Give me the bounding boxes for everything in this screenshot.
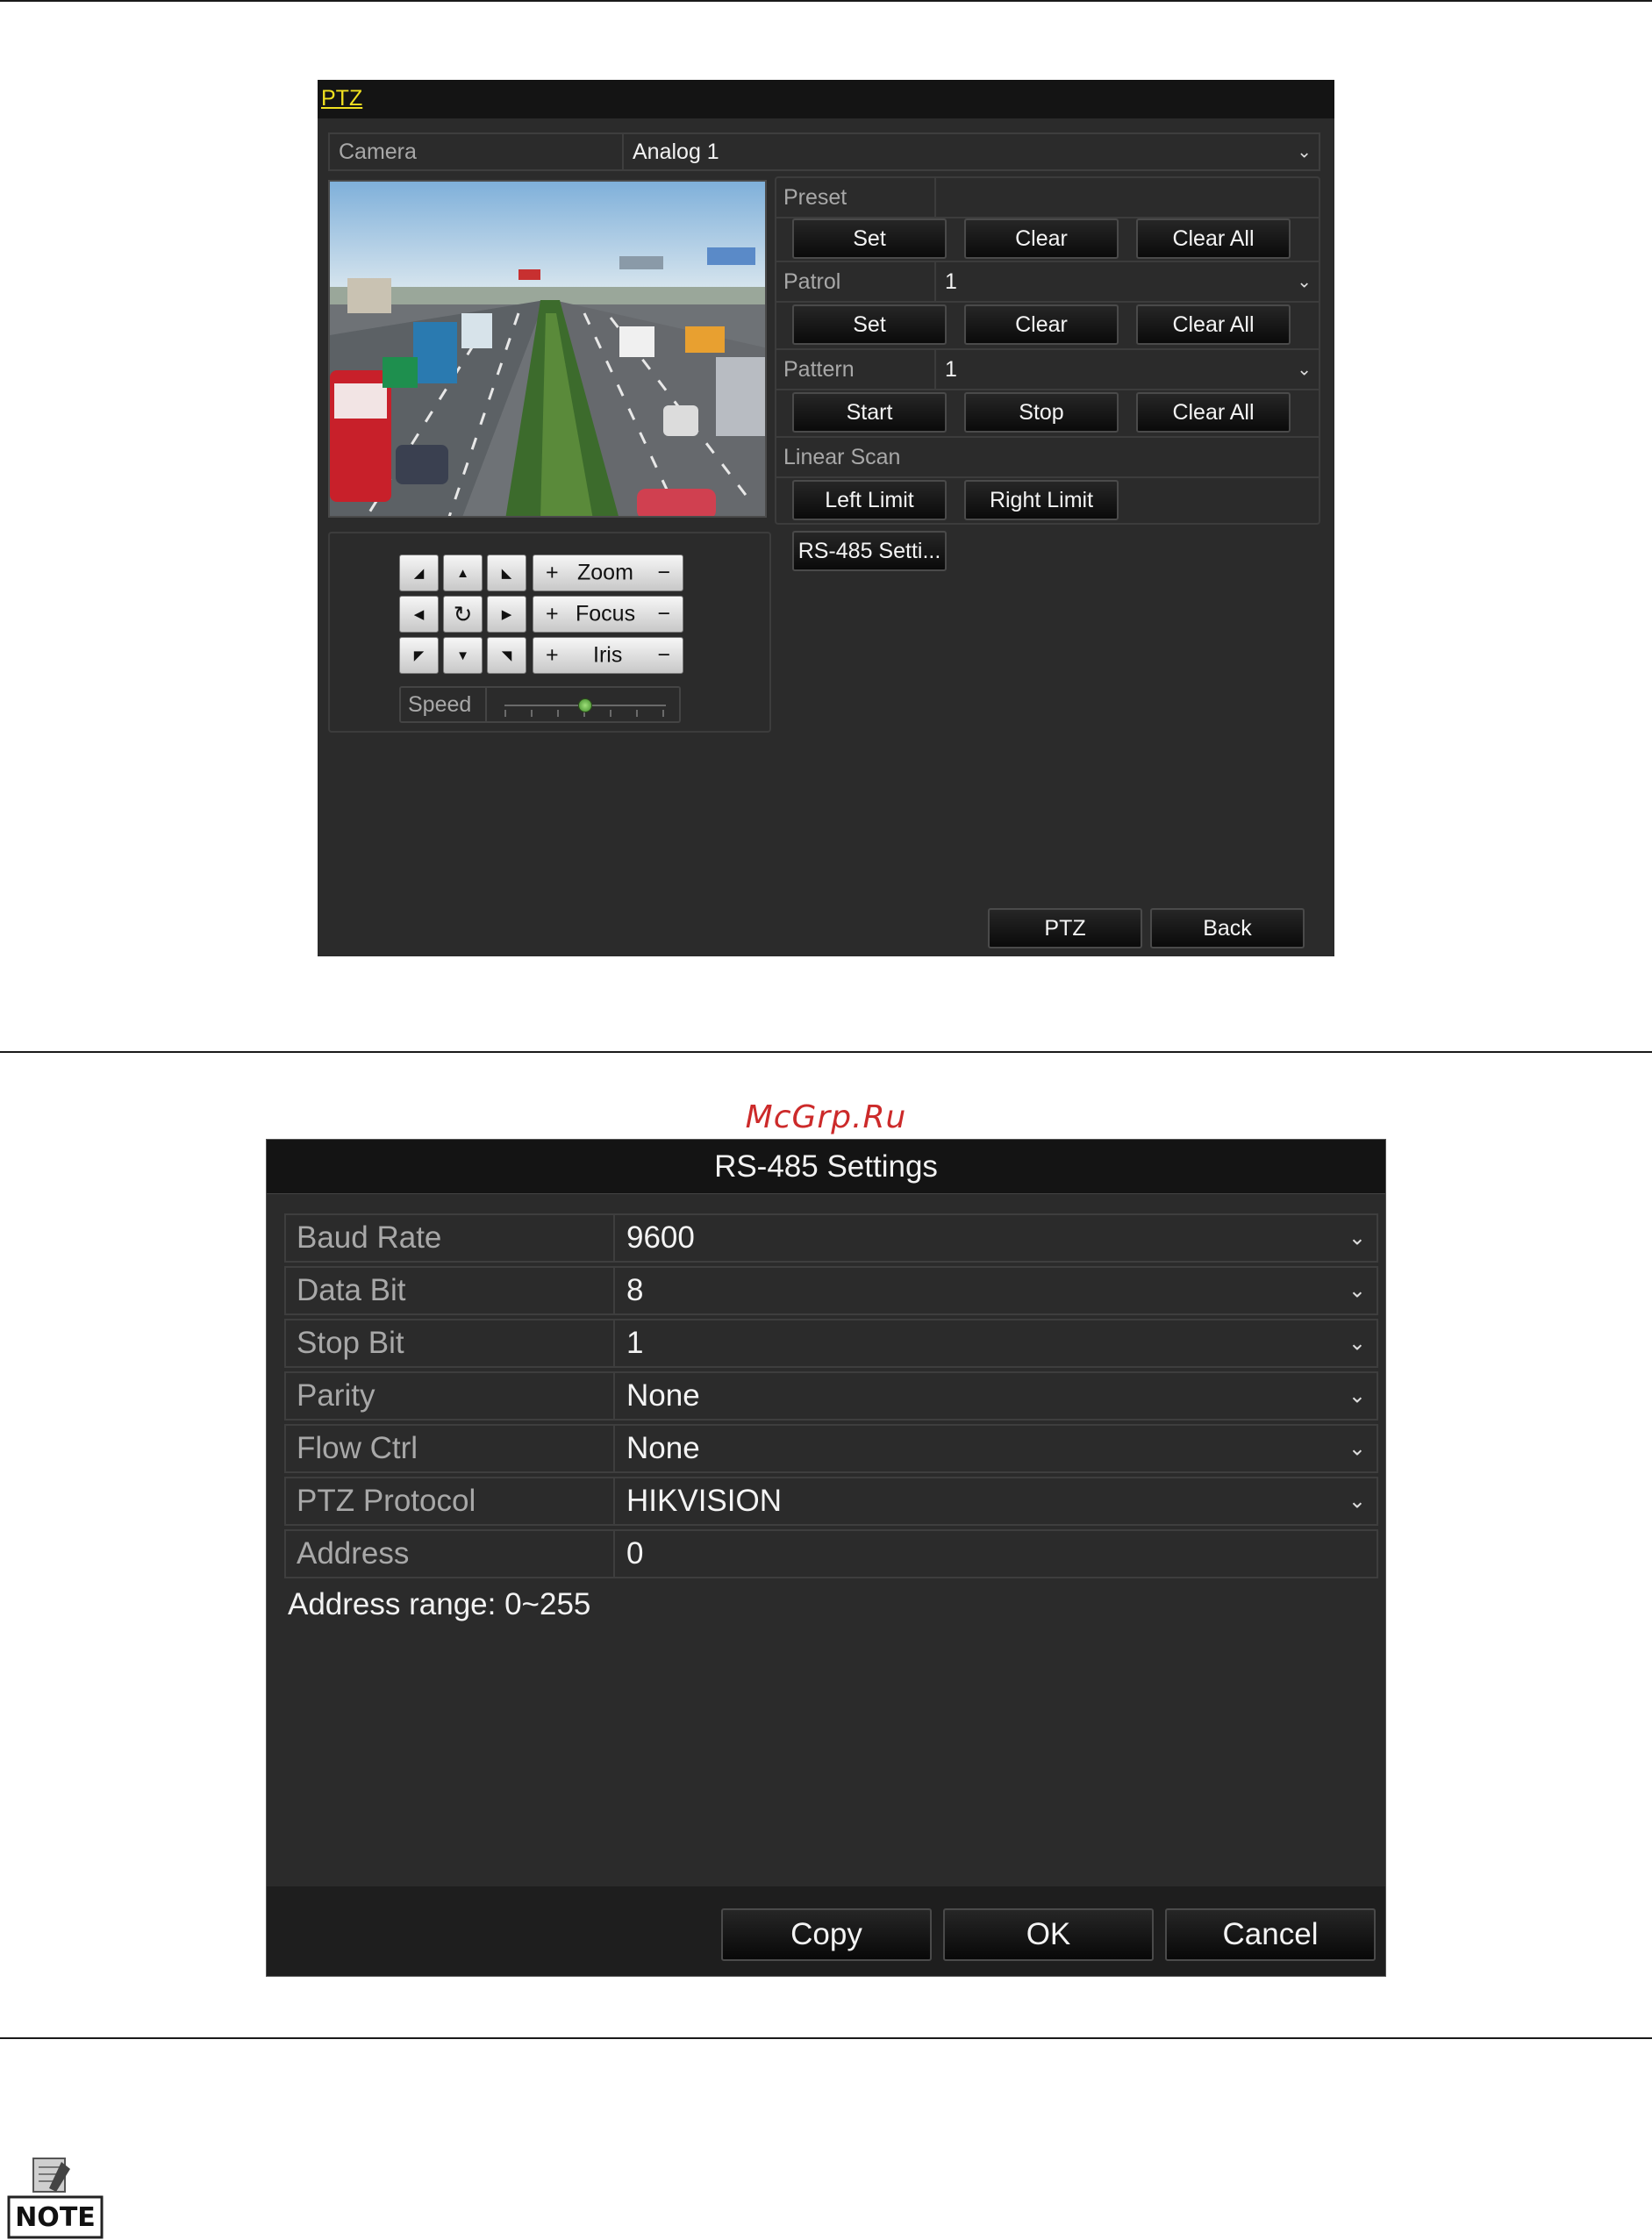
speed-thumb[interactable] — [578, 698, 592, 712]
rs485-footer — [267, 1886, 1385, 1976]
row-divider — [776, 389, 1319, 390]
patrol-set-button[interactable]: Set — [792, 304, 947, 345]
pattern-label: Pattern — [783, 356, 855, 382]
camera-preview — [328, 180, 767, 518]
focus-plus[interactable]: + — [546, 601, 559, 626]
highway-preview-image — [330, 182, 767, 518]
pan-up-left-button[interactable]: ◢ — [399, 555, 439, 591]
linear-scan-label: Linear Scan — [783, 444, 901, 469]
pan-down-left-button[interactable]: ◤ — [399, 637, 439, 674]
ptz-window — [318, 80, 1334, 956]
pan-up-right-button[interactable]: ◣ — [487, 555, 526, 591]
note-label: NOTE — [15, 2202, 96, 2233]
field-select-value[interactable]: 1 — [626, 1326, 644, 1360]
page-rule-bottom — [0, 2037, 1652, 2039]
preset-label: Preset — [783, 184, 847, 210]
ptz-button[interactable]: PTZ — [988, 908, 1142, 948]
rs485-row-data-bit[interactable] — [284, 1266, 1378, 1315]
patrol-select[interactable] — [934, 262, 1319, 301]
pattern-value[interactable]: 1 — [945, 356, 957, 382]
copy-button[interactable]: Copy — [721, 1908, 932, 1961]
chevron-down-icon[interactable]: ⌄ — [1348, 1436, 1366, 1461]
rs485-row-parity[interactable] — [284, 1371, 1378, 1421]
field-input-value[interactable]: 0 — [626, 1536, 644, 1571]
window-title: PTZ — [321, 86, 363, 111]
field-select-value[interactable]: 9600 — [626, 1220, 695, 1255]
cancel-button[interactable]: Cancel — [1165, 1908, 1376, 1961]
ptz-titlebar — [318, 80, 1334, 118]
focus-label: Focus — [576, 601, 636, 626]
chevron-down-icon[interactable]: ⌄ — [1348, 1331, 1366, 1356]
row-divider — [776, 476, 1319, 478]
pattern-start-button[interactable]: Start — [792, 392, 947, 433]
chevron-down-icon[interactable]: ⌄ — [1297, 272, 1312, 292]
iris-minus[interactable]: − — [657, 642, 670, 668]
ok-button[interactable]: OK — [943, 1908, 1154, 1961]
chevron-down-icon[interactable]: ⌄ — [1348, 1384, 1366, 1408]
rs485-row-stop-bit[interactable] — [284, 1319, 1378, 1368]
iris-plus[interactable]: + — [546, 642, 559, 668]
auto-scan-button[interactable]: ↻ — [443, 596, 483, 633]
row-divider — [776, 301, 1319, 303]
pan-down-button[interactable]: ▼ — [443, 637, 483, 674]
watermark-text: McGrp.Ru — [745, 1099, 907, 1135]
chevron-down-icon[interactable]: ⌄ — [1348, 1489, 1366, 1514]
field-label: Parity — [286, 1373, 615, 1419]
rs485-settings-button[interactable]: RS-485 Setti... — [792, 531, 947, 571]
zoom-minus[interactable]: − — [657, 560, 670, 585]
speed-divider — [485, 688, 487, 721]
field-select-value[interactable]: None — [626, 1431, 700, 1465]
field-select-value[interactable]: None — [626, 1378, 700, 1413]
field-label: Address — [286, 1531, 615, 1577]
note-icon — [7, 2157, 104, 2239]
rs485-row-address[interactable] — [284, 1529, 1378, 1578]
rs485-row-flow-ctrl[interactable] — [284, 1424, 1378, 1473]
pan-up-button[interactable]: ▲ — [443, 555, 483, 591]
page-rule-middle — [0, 1051, 1652, 1053]
right-limit-button[interactable]: Right Limit — [964, 480, 1119, 520]
chevron-down-icon[interactable]: ⌄ — [1297, 142, 1312, 162]
left-limit-button[interactable]: Left Limit — [792, 480, 947, 520]
pan-right-button[interactable]: ▶ — [487, 596, 526, 633]
address-range-hint: Address range: 0~255 — [288, 1587, 591, 1621]
back-button[interactable]: Back — [1150, 908, 1305, 948]
camera-value[interactable]: Analog 1 — [633, 139, 719, 164]
pan-down-right-button[interactable]: ◥ — [487, 637, 526, 674]
pattern-clear-all-button[interactable]: Clear All — [1136, 392, 1291, 433]
field-select-value[interactable]: HIKVISION — [626, 1484, 782, 1518]
iris-label: Iris — [593, 642, 623, 668]
zoom-control[interactable] — [533, 555, 683, 591]
preset-clear-button[interactable]: Clear — [964, 218, 1119, 259]
field-select-value[interactable]: 8 — [626, 1273, 644, 1307]
speed-slider[interactable] — [399, 686, 681, 723]
field-label: Data Bit — [286, 1268, 615, 1313]
chevron-down-icon[interactable]: ⌄ — [1348, 1278, 1366, 1303]
camera-label: Camera — [330, 134, 624, 169]
speed-label: Speed — [408, 691, 472, 717]
preset-set-button[interactable]: Set — [792, 218, 947, 259]
preset-clear-all-button[interactable]: Clear All — [1136, 218, 1291, 259]
focus-minus[interactable]: − — [657, 601, 670, 626]
patrol-label: Patrol — [783, 268, 841, 294]
camera-select-row[interactable] — [328, 132, 1320, 171]
field-label: Stop Bit — [286, 1320, 615, 1366]
chevron-down-icon[interactable]: ⌄ — [1348, 1226, 1366, 1250]
page-rule-top — [0, 0, 1652, 2]
chevron-down-icon[interactable]: ⌄ — [1297, 360, 1312, 380]
patrol-clear-button[interactable]: Clear — [964, 304, 1119, 345]
focus-control[interactable] — [533, 596, 683, 633]
field-label: Flow Ctrl — [286, 1426, 615, 1471]
patrol-clear-all-button[interactable]: Clear All — [1136, 304, 1291, 345]
rs485-settings-window — [266, 1139, 1386, 1977]
iris-control[interactable] — [533, 637, 683, 674]
pan-left-button[interactable]: ◀ — [399, 596, 439, 633]
patrol-value[interactable]: 1 — [945, 268, 957, 294]
rs485-row-baud-rate[interactable] — [284, 1213, 1378, 1263]
zoom-plus[interactable]: + — [546, 560, 559, 585]
field-label: PTZ Protocol — [286, 1478, 615, 1524]
pattern-select[interactable] — [934, 350, 1319, 389]
rs485-window-title: RS-485 Settings — [267, 1140, 1385, 1194]
rs485-row-ptz-protocol[interactable] — [284, 1477, 1378, 1526]
zoom-label: Zoom — [577, 560, 633, 585]
field-label: Baud Rate — [286, 1215, 615, 1261]
preset-value-field[interactable] — [934, 178, 1319, 217]
pattern-stop-button[interactable]: Stop — [964, 392, 1119, 433]
